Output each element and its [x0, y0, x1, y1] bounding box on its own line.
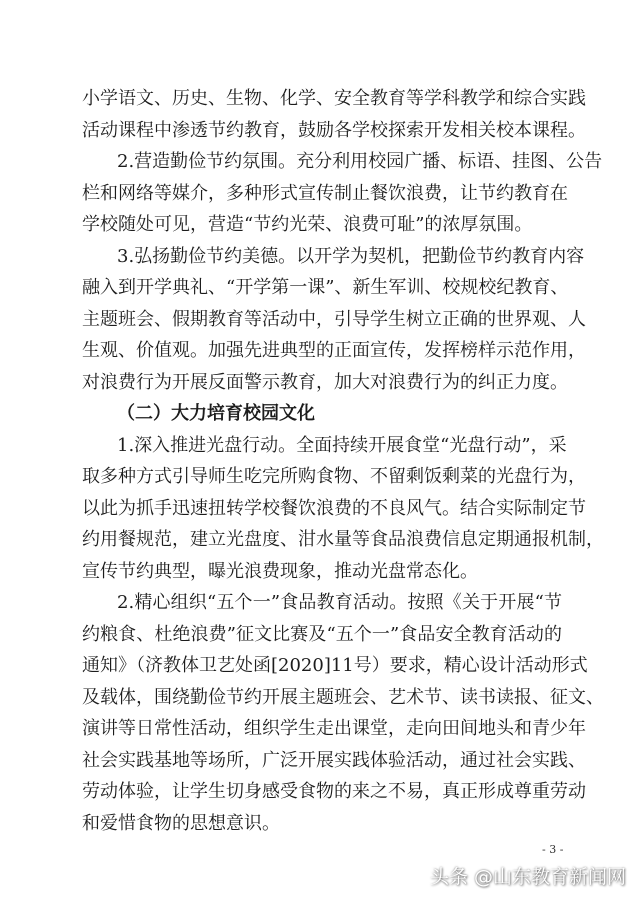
text-line: 约用餐规范，建立光盘度、泔水量等食品浪费信息定期通报机制，: [82, 529, 604, 550]
text-line: 2.营造勤俭节约氛围。充分利用校园广播、标语、挂图、公告: [117, 151, 603, 172]
text-line: 宣传节约典型，曝光浪费现象，推动光盘常态化。: [82, 560, 478, 582]
text-line: 对浪费行为开展反面警示教育，加大对浪费行为的纠正力度。: [82, 371, 568, 393]
text-line: 生观、价值观。加强先进典型的正面宣传，发挥榜样示范作用，: [82, 340, 586, 361]
text-line: 主题班会、假期教育等活动中，引导学生树立正确的世界观、人: [82, 308, 586, 330]
text-line: 2.精心组织“五个一”食品教育活动。按照《关于开展“节: [117, 592, 562, 613]
text-line: 劳动体验，让学生切身感受食物的来之不易，真正形成尊重劳动: [82, 781, 586, 802]
text-line: 以此为抓手迅速扭转学校餐饮浪费的不良风气。结合实际制定节: [82, 497, 586, 519]
text-line: 及载体，围绕勤俭节约开展主题班会、艺术节、读书读报、征文、: [82, 686, 604, 708]
text-line: 活动课程中渗透节约教育，鼓励各学校探索开发相关校本课程。: [82, 119, 586, 141]
text-line: 约粮食、杜绝浪费”征文比赛及“五个一”食品安全教育活动的: [82, 623, 562, 645]
text-line: 通知》（济教体卫艺处函[2020]11号）要求，精心设计活动形式: [82, 655, 588, 676]
text-line: 社会实践基地等场所，广泛开展实践体验活动，通过社会实践、: [82, 749, 586, 771]
text-line: 栏和网络等媒介，多种形式宣传制止餐饮浪费，让节约教育在: [82, 182, 568, 204]
text-line: 取多种方式引导师生吃完所购食物、不留剩饭剩菜的光盘行为，: [82, 466, 586, 487]
source-watermark: 头条 @山东教育新闻网: [429, 866, 626, 888]
text-line: 演讲等日常性活动，组织学生走出课堂，走向田间地头和青少年: [82, 718, 586, 739]
text-line: 1.深入推进光盘行动。全面持续开展食堂“光盘行动”，采: [117, 434, 567, 456]
text-line: 小学语文、历史、生物、化学、安全教育等学科教学和综合实践: [82, 88, 586, 109]
text-line: 融入到开学典礼、“开学第一课”、新生军训、校规校纪教育、: [82, 277, 569, 298]
page-number: - 3 -: [542, 843, 564, 856]
text-line: 3.弘扬勤俭节约美德。以开学为契机，把勤俭节约教育内容: [117, 245, 585, 267]
text-line: 学校随处可见，营造“节约光荣、浪费可耻”的浓厚氛围。: [82, 214, 533, 235]
section-heading: （二）大力培育校园文化: [117, 403, 315, 424]
text-line: 和爱惜食物的思想意识。: [82, 812, 280, 834]
